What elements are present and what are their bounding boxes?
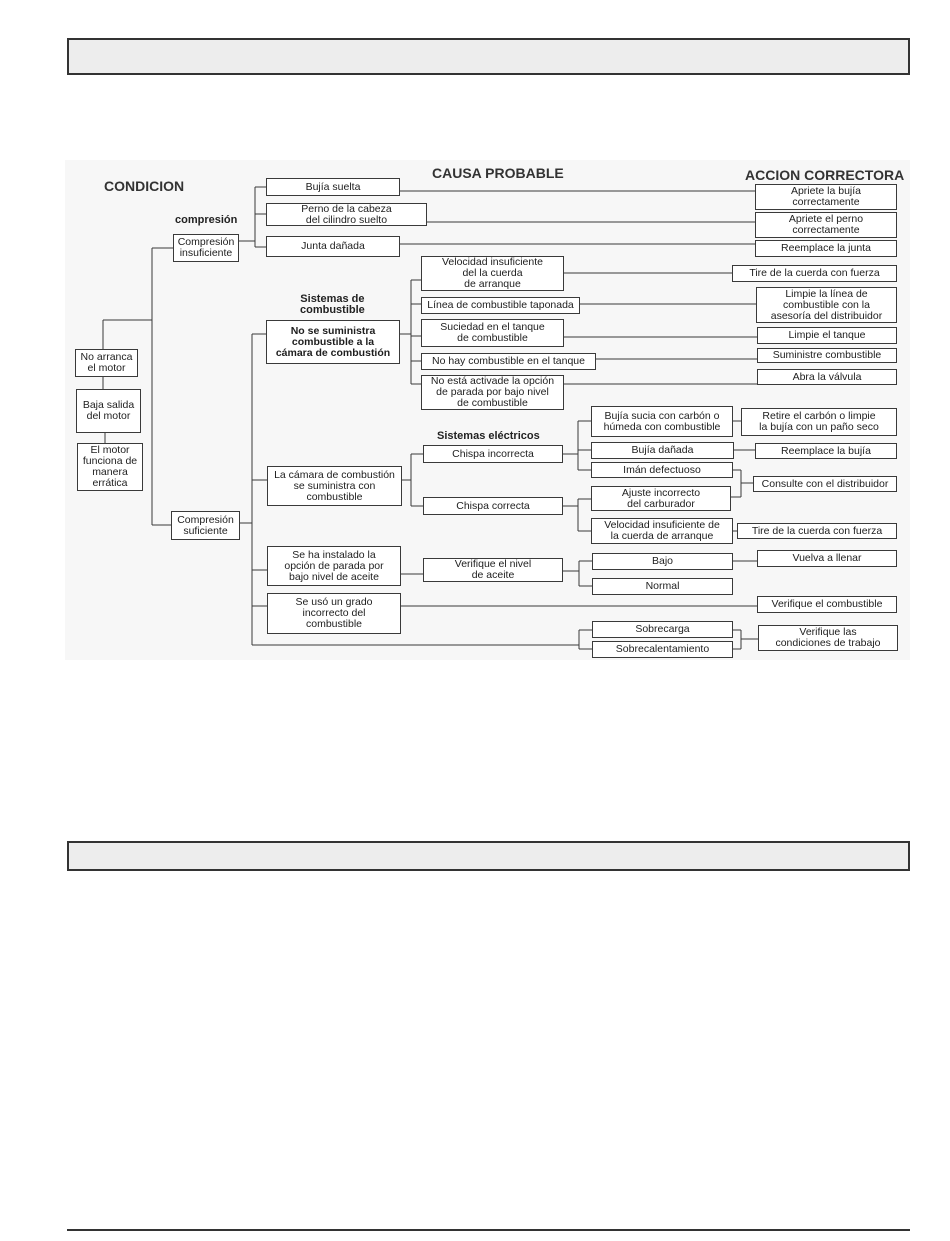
action-retire-carbon: Retire el carbón o limpie la bujía con un paño seco bbox=[741, 408, 897, 436]
action-tire-cuerda-2: Tire de la cuerda con fuerza bbox=[737, 523, 897, 539]
electrical-velocidad-cuerda: Velocidad insuficiente de la cuerda de arranque bbox=[591, 518, 733, 544]
action-apriete-bujia: Apriete la bujía correctamente bbox=[755, 184, 897, 210]
condition-baja-salida: Baja salida del motor bbox=[76, 389, 141, 433]
action-suministre: Suministre combustible bbox=[757, 348, 897, 363]
electrical-chispa-correcta: Chispa correcta bbox=[423, 497, 563, 515]
cause-grado-incorrecto: Se usó un grado incorrecto del combustible bbox=[267, 593, 401, 634]
action-verifique-combustible: Verifique el combustible bbox=[757, 596, 897, 613]
heading-causa-probable: CAUSA PROBABLE bbox=[432, 165, 564, 181]
electrical-ajuste-carburador: Ajuste incorrecto del carburador bbox=[591, 486, 731, 511]
action-verifique-condiciones: Verifique las condiciones de trabajo bbox=[758, 625, 898, 651]
oil-normal: Normal bbox=[592, 578, 733, 595]
cause-perno-cabeza: Perno de la cabeza del cilindro suelto bbox=[266, 203, 427, 226]
load-sobrecalentamiento: Sobrecalentamiento bbox=[592, 641, 733, 658]
cause-camara-suministra: La cámara de combustión se suministra con combustible bbox=[267, 466, 402, 506]
electrical-chispa-incorrecta: Chispa incorrecta bbox=[423, 445, 563, 463]
action-limpie-linea: Limpie la línea de combustible con la asesoría del distribuidor bbox=[756, 287, 897, 323]
cause-parada-aceite: Se ha instalado la opción de parada por bajo nivel de aceite bbox=[267, 546, 401, 586]
condition-no-arranca: No arranca el motor bbox=[75, 349, 138, 377]
action-reemplace-junta: Reemplace la junta bbox=[755, 240, 897, 257]
action-vuelva-llenar: Vuelva a llenar bbox=[757, 550, 897, 567]
fuel-no-hay-combustible: No hay combustible en el tanque bbox=[421, 353, 596, 370]
heading-sistemas-combustible: Sistemas de combustible bbox=[300, 293, 365, 316]
cause-no-suministra: No se suministra combustible a la cámara de combustión bbox=[266, 320, 400, 364]
fuel-linea-taponada: Línea de combustible taponada bbox=[421, 297, 580, 314]
heading-condicion: CONDICION bbox=[104, 178, 185, 194]
load-sobrecarga: Sobrecarga bbox=[592, 621, 733, 638]
electrical-iman-defectuoso: Imán defectuoso bbox=[591, 462, 733, 478]
compression-insuficiente: Compresión insuficiente bbox=[173, 234, 239, 262]
heading-accion-correctora: ACCION CORRECTORA bbox=[745, 167, 905, 183]
cause-bujia-suelta: Bujía suelta bbox=[266, 178, 400, 196]
condition-erratico: El motor funciona de manera errática bbox=[77, 443, 143, 491]
fuel-velocidad-cuerda: Velocidad insuficiente del la cuerda de arranque bbox=[421, 256, 564, 291]
action-abra-valvula: Abra la válvula bbox=[757, 369, 897, 385]
oil-bajo: Bajo bbox=[592, 553, 733, 570]
compression-suficiente: Compresión suficiente bbox=[171, 511, 240, 540]
fuel-opcion-parada: No está activade la opción de parada por bajo nivel de combustible bbox=[421, 375, 564, 410]
action-apriete-perno: Apriete el perno correctamente bbox=[755, 212, 897, 238]
cause-junta-danada: Junta dañada bbox=[266, 236, 400, 257]
heading-compresion: compresión bbox=[175, 214, 238, 226]
action-tire-cuerda: Tire de la cuerda con fuerza bbox=[732, 265, 897, 282]
action-consulte: Consulte con el distribuidor bbox=[753, 476, 897, 492]
oil-verifique-nivel: Verifique el nivel de aceite bbox=[423, 558, 563, 582]
electrical-bujia-danada: Bujía dañada bbox=[591, 442, 734, 459]
heading-sistemas-electricos: Sistemas eléctricos bbox=[437, 430, 540, 442]
action-limpie-tanque: Limpie el tanque bbox=[757, 327, 897, 344]
fuel-suciedad-tanque: Suciedad en el tanque de combustible bbox=[421, 319, 564, 347]
action-reemplace-bujia: Reemplace la bujía bbox=[755, 443, 897, 459]
electrical-bujia-sucia: Bujía sucia con carbón o húmeda con combustible bbox=[591, 406, 733, 437]
